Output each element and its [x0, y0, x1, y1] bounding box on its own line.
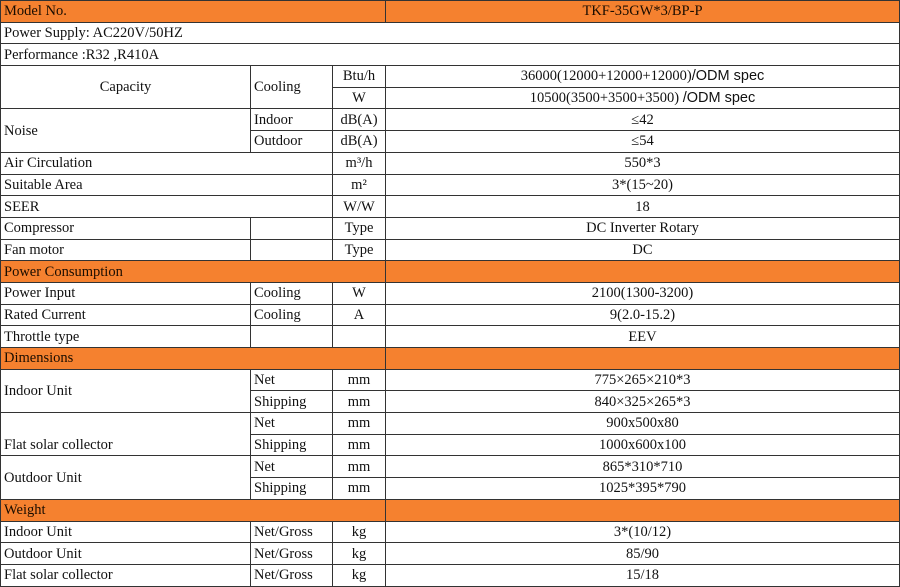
row-label: SEER	[1, 196, 333, 218]
odm-spec-note: /ODM spec	[691, 68, 765, 85]
value-cell: ≤54	[386, 131, 900, 153]
value-cell: 775×265×210*3	[386, 369, 900, 391]
value-cell	[386, 87, 900, 109]
power-supply-row	[1, 22, 900, 44]
unit-cell: m³/h	[333, 152, 386, 174]
unit-cell: W	[333, 87, 386, 109]
unit-cell: Btu/h	[333, 66, 386, 88]
sub-cell: Cooling	[251, 282, 333, 304]
unit-cell: m²	[333, 174, 386, 196]
empty-cell	[251, 239, 333, 261]
noise-label: Noise	[1, 109, 251, 152]
table-row	[1, 109, 900, 131]
group-label: Outdoor Unit	[1, 456, 251, 499]
sub-cell: Shipping	[251, 391, 333, 413]
table-row	[1, 217, 900, 239]
sub-cell	[251, 326, 333, 348]
model-number: TKF-35GW*3/BP-P	[386, 1, 900, 23]
section-title: Weight	[1, 499, 386, 521]
table-row	[1, 369, 900, 391]
value-cell: 865*310*710	[386, 456, 900, 478]
table-row	[1, 564, 900, 586]
sub-cell: Cooling	[251, 304, 333, 326]
sub-cell: Shipping	[251, 434, 333, 456]
section-header-weight	[1, 499, 900, 521]
performance: Performance :R32 ,R410A	[1, 44, 900, 66]
unit-cell: A	[333, 304, 386, 326]
section-title: Power Consumption	[1, 261, 386, 283]
unit-cell: mm	[333, 391, 386, 413]
value-cell: 900x500x80	[386, 413, 900, 435]
unit-cell: kg	[333, 521, 386, 543]
unit-cell	[333, 326, 386, 348]
table-row	[1, 326, 900, 348]
group-label: Flat solar collector	[1, 413, 251, 456]
table-row	[1, 304, 900, 326]
row-label: Suitable Area	[1, 174, 333, 196]
table-row	[1, 174, 900, 196]
value-cell: 2100(1300-3200)	[386, 282, 900, 304]
unit-cell: mm	[333, 369, 386, 391]
value-cell	[386, 66, 900, 88]
value-cell: 1025*395*790	[386, 478, 900, 500]
value-cell: 1000x600x100	[386, 434, 900, 456]
sub-cell: Outdoor	[251, 131, 333, 153]
empty-cell	[251, 217, 333, 239]
unit-cell: W	[333, 282, 386, 304]
unit-cell: mm	[333, 434, 386, 456]
capacity-label: Capacity	[1, 66, 251, 109]
unit-cell: mm	[333, 413, 386, 435]
table-row	[1, 66, 900, 88]
empty-cell	[386, 499, 900, 521]
sub-cell: Net	[251, 369, 333, 391]
power-supply: Power Supply: AC220V/50HZ	[1, 22, 900, 44]
value-cell: 840×325×265*3	[386, 391, 900, 413]
unit-cell: mm	[333, 456, 386, 478]
value-cell: 3*(10/12)	[386, 521, 900, 543]
value-cell: 15/18	[386, 564, 900, 586]
table-row	[1, 282, 900, 304]
sub-cell: Net/Gross	[251, 521, 333, 543]
model-header-row	[1, 1, 900, 23]
sub-cell: Net	[251, 456, 333, 478]
table-row	[1, 239, 900, 261]
capacity-btu-value: 36000(12000+12000+12000)	[520, 68, 692, 85]
value-cell: DC Inverter Rotary	[386, 217, 900, 239]
unit-cell: mm	[333, 478, 386, 500]
table-row	[1, 456, 900, 478]
value-cell: EEV	[386, 326, 900, 348]
performance-row	[1, 44, 900, 66]
section-header-dimensions	[1, 348, 900, 370]
capacity-mode: Cooling	[251, 66, 333, 109]
table-row	[1, 196, 900, 218]
row-label: Power Input	[1, 282, 251, 304]
row-label: Fan motor	[1, 239, 251, 261]
unit-cell: dB(A)	[333, 109, 386, 131]
sub-cell: Net	[251, 413, 333, 435]
section-title: Dimensions	[1, 348, 386, 370]
model-label: Model No.	[1, 1, 386, 23]
unit-cell: kg	[333, 564, 386, 586]
odm-spec-note: /ODM spec	[682, 90, 756, 107]
value-cell: DC	[386, 239, 900, 261]
value-cell: ≤42	[386, 109, 900, 131]
value-cell: 3*(15~20)	[386, 174, 900, 196]
value-cell: 18	[386, 196, 900, 218]
row-label: Rated Current	[1, 304, 251, 326]
empty-cell	[386, 348, 900, 370]
empty-cell	[386, 261, 900, 283]
row-label: Compressor	[1, 217, 251, 239]
table-row	[1, 413, 900, 435]
section-header-power-consumption	[1, 261, 900, 283]
row-label: Air Circulation	[1, 152, 333, 174]
row-label: Throttle type	[1, 326, 251, 348]
sub-cell: Shipping	[251, 478, 333, 500]
unit-cell: Type	[333, 217, 386, 239]
unit-cell: Type	[333, 239, 386, 261]
sub-cell: Net/Gross	[251, 564, 333, 586]
table-row	[1, 543, 900, 565]
sub-cell: Indoor	[251, 109, 333, 131]
value-cell: 9(2.0-15.2)	[386, 304, 900, 326]
unit-cell: kg	[333, 543, 386, 565]
row-label: Outdoor Unit	[1, 543, 251, 565]
sub-cell: Net/Gross	[251, 543, 333, 565]
row-label: Flat solar collector	[1, 564, 251, 586]
table-row	[1, 521, 900, 543]
unit-cell: dB(A)	[333, 131, 386, 153]
value-cell: 85/90	[386, 543, 900, 565]
group-label: Indoor Unit	[1, 369, 251, 412]
row-label: Indoor Unit	[1, 521, 251, 543]
unit-cell: W/W	[333, 196, 386, 218]
value-cell: 550*3	[386, 152, 900, 174]
table-row	[1, 152, 900, 174]
capacity-w-value: 10500(3500+3500+3500)	[529, 90, 683, 107]
